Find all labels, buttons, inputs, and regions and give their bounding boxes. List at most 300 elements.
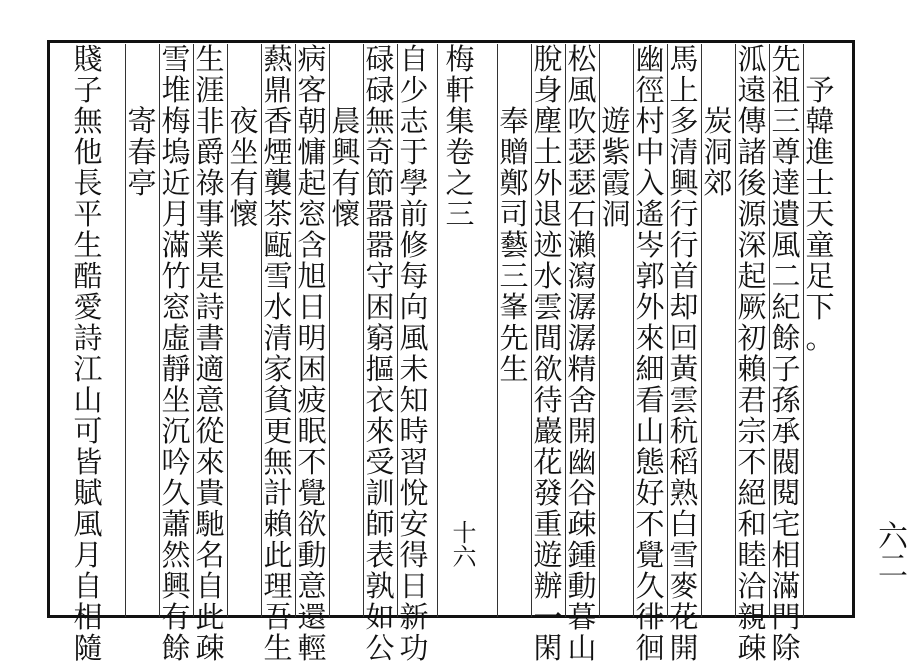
char: 宅 — [771, 507, 801, 541]
char: 一 — [533, 600, 563, 634]
char: 貴 — [195, 476, 225, 510]
char: 瀉 — [567, 259, 597, 293]
text-column-c17 — [229, 106, 259, 230]
text-column-c15 — [297, 44, 327, 664]
column-rule — [397, 44, 398, 617]
char: 滿 — [161, 228, 191, 262]
char: 秔 — [669, 414, 699, 448]
char: 幽 — [635, 42, 665, 76]
char: 嚣 — [365, 197, 395, 231]
char: 瑟 — [567, 166, 597, 200]
char: 計 — [263, 476, 293, 510]
char: 石 — [567, 197, 597, 231]
char: 山 — [635, 414, 665, 448]
char: 郭 — [635, 259, 665, 293]
column-rule — [565, 44, 566, 617]
char: 來 — [195, 445, 225, 479]
column-rule — [295, 44, 296, 617]
char: 疎 — [737, 631, 767, 665]
char: 旭 — [297, 259, 327, 293]
column-rule — [667, 44, 668, 617]
char: 峯 — [499, 290, 529, 324]
char: 眠 — [297, 414, 327, 448]
char: 巖 — [533, 414, 563, 448]
char: 雪 — [161, 42, 191, 76]
char: 看 — [635, 383, 665, 417]
char: 後 — [737, 166, 767, 200]
char: 瑟 — [567, 135, 597, 169]
char: 滿 — [771, 569, 801, 603]
char: 愛 — [73, 290, 103, 324]
char: 餘 — [161, 631, 191, 665]
char: 祖 — [771, 73, 801, 107]
char: 此 — [263, 538, 293, 572]
char: 先 — [771, 42, 801, 76]
char: 諸 — [737, 135, 767, 169]
char: 受 — [365, 445, 395, 479]
char: 雲 — [533, 290, 563, 324]
char: 賴 — [737, 352, 767, 386]
char: 爵 — [195, 135, 225, 169]
char: 久 — [161, 476, 191, 510]
char: 襲 — [263, 166, 293, 200]
char: 非 — [195, 104, 225, 138]
char: 從 — [195, 414, 225, 448]
column-rule — [599, 44, 600, 617]
text-column-c4 — [703, 106, 733, 199]
char: 徑 — [635, 73, 665, 107]
column-rule — [363, 44, 364, 617]
char: 遊 — [533, 538, 563, 572]
char: 洞 — [601, 197, 631, 231]
char: 卷 — [445, 135, 475, 169]
char: 竹 — [161, 259, 191, 293]
char: 香 — [263, 104, 293, 138]
char: 清 — [263, 321, 293, 355]
char: 稻 — [669, 445, 699, 479]
char: 坐 — [229, 135, 259, 169]
column-rule — [803, 44, 804, 617]
char: 司 — [499, 197, 529, 231]
char: 谷 — [567, 476, 597, 510]
char: 欲 — [533, 352, 563, 386]
char: 洞 — [703, 135, 733, 169]
char: 病 — [297, 42, 327, 76]
char: 志 — [399, 104, 429, 138]
text-column-c6 — [635, 44, 665, 664]
char: 于 — [399, 135, 429, 169]
char: 相 — [771, 538, 801, 572]
char: 麥 — [669, 569, 699, 603]
char: 童 — [805, 228, 835, 262]
char: 興 — [331, 135, 361, 169]
char: 久 — [635, 569, 665, 603]
char: 賦 — [73, 476, 103, 510]
char: 回 — [669, 321, 699, 355]
char: 節 — [365, 166, 395, 200]
column-rule — [437, 44, 438, 617]
char: 炭 — [703, 104, 733, 138]
char: 還 — [297, 600, 327, 634]
char: 未 — [399, 352, 429, 386]
char: 此 — [195, 600, 225, 634]
column-rule — [193, 44, 194, 617]
char: 精 — [567, 352, 597, 386]
char: 詩 — [195, 290, 225, 324]
char: 暮 — [567, 600, 597, 634]
char: 安 — [399, 507, 429, 541]
text-column-c2 — [771, 44, 801, 664]
char: 公 — [365, 631, 395, 665]
char: 間 — [533, 321, 563, 355]
char: 宗 — [737, 414, 767, 448]
char: 紫 — [601, 135, 631, 169]
char: 向 — [399, 290, 429, 324]
char: 得 — [399, 538, 429, 572]
char: 業 — [195, 228, 225, 262]
char: 風 — [567, 73, 597, 107]
char: 源 — [737, 197, 767, 231]
char: 村 — [635, 104, 665, 138]
text-column-c16 — [263, 44, 293, 664]
char: 舍 — [567, 383, 597, 417]
char: 雪 — [263, 259, 293, 293]
char: 事 — [195, 197, 225, 231]
char: 不 — [737, 445, 767, 479]
column-rule — [633, 44, 634, 617]
char: 月 — [161, 197, 191, 231]
char: 徘 — [635, 600, 665, 634]
char: 來 — [635, 321, 665, 355]
char: 熟 — [669, 476, 699, 510]
char: 有 — [331, 166, 361, 200]
char: 碌 — [365, 42, 395, 76]
char: 。 — [805, 321, 835, 355]
char: 起 — [297, 166, 327, 200]
char: 山 — [567, 631, 597, 665]
char: 軒 — [445, 73, 475, 107]
char: 徊 — [635, 631, 665, 665]
char: 郊 — [703, 166, 733, 200]
char: 江 — [73, 352, 103, 386]
char: 三 — [499, 259, 529, 293]
char: 適 — [195, 352, 225, 386]
char: 不 — [635, 507, 665, 541]
char: 困 — [297, 352, 327, 386]
char: 子 — [771, 352, 801, 386]
char: 祿 — [195, 166, 225, 200]
char: 是 — [195, 259, 225, 293]
char: 瀨 — [567, 228, 597, 262]
char: 時 — [399, 414, 429, 448]
char: 紀 — [771, 290, 801, 324]
char: 孰 — [365, 569, 395, 603]
char: 晨 — [331, 104, 361, 138]
char: 沉 — [161, 414, 191, 448]
char: 足 — [805, 259, 835, 293]
char: 除 — [771, 631, 801, 665]
char: 遺 — [771, 197, 801, 231]
page-number — [872, 520, 906, 580]
char: 朝 — [297, 104, 327, 138]
char: 土 — [533, 135, 563, 169]
char: 動 — [297, 538, 327, 572]
char: 寄 — [127, 104, 157, 138]
char: 疎 — [195, 631, 225, 665]
text-column-c8 — [567, 44, 597, 664]
column-rule — [159, 44, 160, 617]
char: 輕 — [297, 631, 327, 665]
char: 韓 — [805, 104, 835, 138]
char: 月 — [73, 538, 103, 572]
char: 家 — [263, 352, 293, 386]
char: 有 — [161, 600, 191, 634]
char: 士 — [805, 166, 835, 200]
char: 興 — [161, 569, 191, 603]
char: 開 — [669, 631, 699, 665]
char: 知 — [399, 383, 429, 417]
column-rule — [769, 44, 770, 617]
char: 達 — [771, 166, 801, 200]
char: 奇 — [365, 135, 395, 169]
char: 酷 — [73, 259, 103, 293]
char: 閥 — [771, 445, 801, 479]
char: 奉 — [499, 104, 529, 138]
char: 煙 — [263, 135, 293, 169]
column-rule — [329, 44, 330, 617]
char: 賤 — [73, 42, 103, 76]
char: 重 — [533, 507, 563, 541]
char: 理 — [263, 569, 293, 603]
char: 花 — [669, 600, 699, 634]
text-column-c11 — [445, 44, 475, 230]
char: 下 — [805, 290, 835, 324]
char: 鄭 — [499, 166, 529, 200]
char: 深 — [737, 228, 767, 262]
char: 却 — [669, 290, 699, 324]
char: 前 — [399, 197, 429, 231]
char: 水 — [533, 259, 563, 293]
char: 待 — [533, 383, 563, 417]
char: 天 — [805, 197, 835, 231]
char: 無 — [365, 104, 395, 138]
char: 白 — [669, 507, 699, 541]
char: 中 — [635, 135, 665, 169]
char: 自 — [399, 42, 429, 76]
char: 明 — [297, 321, 327, 355]
char: 可 — [73, 414, 103, 448]
char: 碌 — [365, 73, 395, 107]
char: 自 — [195, 569, 225, 603]
char: 皆 — [73, 445, 103, 479]
char: 摳 — [365, 352, 395, 386]
char: 來 — [365, 414, 395, 448]
char: 開 — [567, 414, 597, 448]
text-column-c5 — [669, 44, 699, 664]
char: 閱 — [771, 476, 801, 510]
char: 他 — [73, 135, 103, 169]
text-column-c10 — [499, 106, 529, 385]
char: 覺 — [635, 538, 665, 572]
char: 困 — [365, 290, 395, 324]
char: 表 — [365, 538, 395, 572]
char: 予 — [805, 73, 835, 107]
char: 風 — [399, 321, 429, 355]
char: 少 — [399, 73, 429, 107]
char: 衣 — [365, 383, 395, 417]
char: 先 — [499, 321, 529, 355]
text-column-c1 — [805, 75, 835, 354]
char: 行 — [669, 197, 699, 231]
char: 脫 — [533, 42, 563, 76]
char: 進 — [805, 135, 835, 169]
char: 平 — [73, 197, 103, 231]
char: 餘 — [771, 321, 801, 355]
char: 梅 — [161, 104, 191, 138]
char: 功 — [399, 631, 429, 665]
char: 習 — [399, 445, 429, 479]
char: 遊 — [601, 104, 631, 138]
char: 花 — [533, 445, 563, 479]
char: 坐 — [161, 383, 191, 417]
char: 生 — [73, 228, 103, 262]
folio-number — [449, 520, 475, 568]
char: 名 — [195, 538, 225, 572]
char: 涯 — [195, 73, 225, 107]
char: 迹 — [533, 228, 563, 262]
char: 態 — [635, 445, 665, 479]
char: 虛 — [161, 321, 191, 355]
char: 春 — [127, 135, 157, 169]
char: 長 — [73, 166, 103, 200]
char: 孫 — [771, 383, 801, 417]
char: 覺 — [297, 476, 327, 510]
char: 詩 — [73, 321, 103, 355]
column-rule — [701, 44, 702, 617]
text-column-c14 — [331, 106, 361, 230]
char: 亭 — [127, 166, 157, 200]
char: 意 — [195, 383, 225, 417]
char: 山 — [73, 383, 103, 417]
char: 鼎 — [263, 73, 293, 107]
text-column-c7 — [601, 106, 631, 230]
char: 嚣 — [365, 228, 395, 262]
text-column-c19 — [161, 44, 191, 664]
column-rule — [227, 44, 228, 617]
char: 師 — [365, 507, 395, 541]
char: 相 — [73, 600, 103, 634]
char: 閑 — [533, 631, 563, 665]
char: 之 — [445, 166, 475, 200]
char: 馳 — [195, 507, 225, 541]
char: 集 — [445, 104, 475, 138]
char: 梅 — [445, 42, 475, 76]
char: 馬 — [669, 42, 699, 76]
char: 守 — [365, 259, 395, 293]
char: 客 — [297, 73, 327, 107]
char: 含 — [297, 228, 327, 262]
char: 岑 — [635, 228, 665, 262]
char: 塵 — [533, 104, 563, 138]
char: 吹 — [567, 104, 597, 138]
char: 日 — [399, 569, 429, 603]
char: 堆 — [161, 73, 191, 107]
char: 有 — [229, 166, 259, 200]
char: 窓 — [297, 197, 327, 231]
char: 承 — [771, 414, 801, 448]
char: 黃 — [669, 352, 699, 386]
text-column-c13 — [365, 44, 395, 664]
char: 風 — [73, 507, 103, 541]
char: 發 — [533, 476, 563, 510]
char: 君 — [737, 383, 767, 417]
char: 辦 — [533, 569, 563, 603]
char: 動 — [567, 569, 597, 603]
char: 每 — [399, 259, 429, 293]
page-number-text: 六二 — [872, 520, 907, 580]
char: 無 — [263, 445, 293, 479]
column-rule — [261, 44, 262, 617]
char: 絕 — [737, 476, 767, 510]
char: 三 — [445, 197, 475, 231]
char: 三 — [771, 104, 801, 138]
char: 茶 — [263, 197, 293, 231]
column-rule — [497, 44, 498, 617]
char: 身 — [533, 73, 563, 107]
char: 藝 — [499, 228, 529, 262]
char: 行 — [669, 228, 699, 262]
char: 夜 — [229, 104, 259, 138]
char: 欲 — [297, 507, 327, 541]
char: 入 — [635, 166, 665, 200]
char: 子 — [73, 73, 103, 107]
text-column-c3 — [737, 44, 767, 664]
char: 書 — [195, 321, 225, 355]
char: 細 — [635, 352, 665, 386]
char: 多 — [669, 104, 699, 138]
char: 修 — [399, 228, 429, 262]
char: 外 — [635, 290, 665, 324]
char: 疎 — [567, 507, 597, 541]
char: 遙 — [635, 197, 665, 231]
char: 傳 — [737, 104, 767, 138]
char: 學 — [399, 166, 429, 200]
char: 塢 — [161, 135, 191, 169]
char: 窮 — [365, 321, 395, 355]
char: 懷 — [229, 197, 259, 231]
char: 貧 — [263, 383, 293, 417]
char: 訓 — [365, 476, 395, 510]
char: 水 — [263, 290, 293, 324]
char: 窓 — [161, 290, 191, 324]
char: 風 — [771, 228, 801, 262]
char: 自 — [73, 569, 103, 603]
char: 吟 — [161, 445, 191, 479]
char: 幽 — [567, 445, 597, 479]
char: 興 — [669, 166, 699, 200]
char: 新 — [399, 600, 429, 634]
char: 近 — [161, 166, 191, 200]
column-rule — [125, 44, 126, 617]
char: 潺 — [567, 290, 597, 324]
char: 好 — [635, 476, 665, 510]
char: 鍾 — [567, 538, 597, 572]
char: 吾 — [263, 600, 293, 634]
char: 松 — [567, 42, 597, 76]
char: 起 — [737, 259, 767, 293]
char: 二 — [771, 259, 801, 293]
char: 和 — [737, 507, 767, 541]
